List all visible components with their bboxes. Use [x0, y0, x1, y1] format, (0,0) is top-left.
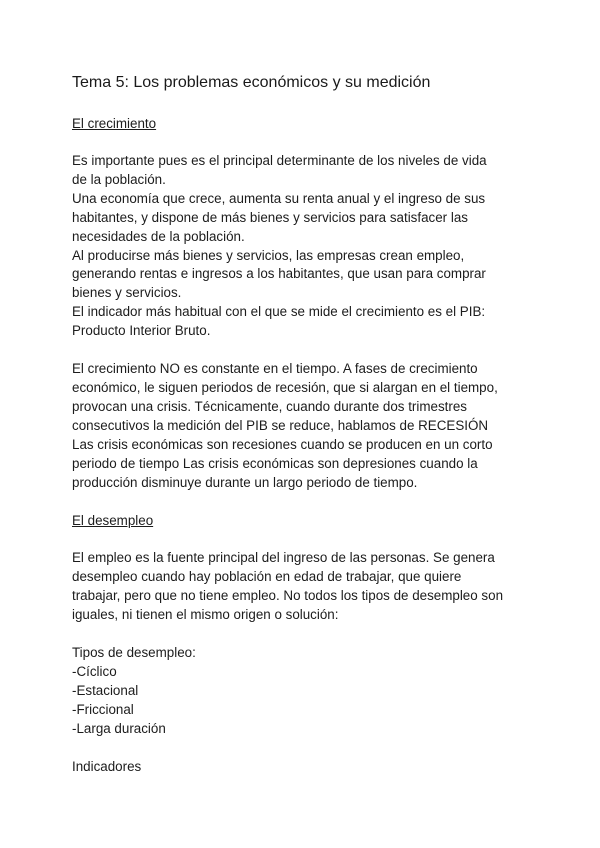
desempleo-paragraph-1: [72, 549, 532, 625]
paragraph-spacer: [72, 739, 532, 758]
text-line: Producto Interior Bruto.: [72, 323, 211, 339]
desempleo-types-label: Tipos de desempleo:: [72, 645, 196, 661]
crecimiento-paragraph-2: [72, 360, 532, 492]
list-item: -Estacional: [72, 682, 139, 698]
list-item: -Friccional: [72, 701, 134, 717]
section-heading-desempleo: El desempleo: [72, 513, 154, 529]
desempleo-types-list: [72, 663, 532, 739]
paragraph-spacer: [72, 341, 532, 360]
text-line: El empleo es la fuente principal del ingreso de las personas. Se genera: [72, 550, 495, 566]
text-line: desempleo cuando hay población en edad de trabajar, que quiere: [72, 569, 462, 585]
list-item: -Larga duración: [72, 720, 166, 736]
text-line: El indicador más habitual con el que se mide el crecimiento es el PIB:: [72, 304, 486, 320]
text-line: bienes y servicios.: [72, 285, 182, 301]
paragraph-spacer: [72, 625, 532, 644]
text-line: producción disminuye durante un largo periodo de tiempo.: [72, 474, 418, 490]
indicadores-label: Indicadores: [72, 758, 142, 774]
text-line: de la población.: [72, 171, 166, 187]
text-line: consecutivos la medición del PIB se reduce, hablamos de RECESIÓN: [72, 417, 489, 433]
text-line: Una economía que crece, aumenta su renta anual y el ingreso de sus: [72, 190, 486, 206]
text-line: trabajar, pero que no tiene empleo. No todos los tipos de desempleo son: [72, 588, 504, 604]
text-line: habitantes, y dispone de más bienes y servicios para satisfacer las: [72, 209, 468, 225]
document-page: [72, 73, 532, 776]
text-line: necesidades de la población.: [72, 228, 245, 244]
document-title: Tema 5: Los problemas económicos y su medición: [72, 74, 431, 91]
text-line: provocan una crisis. Técnicamente, cuando durante dos trimestres: [72, 398, 467, 414]
text-line: económico, le siguen periodos de recesión, que si alargan en el tiempo,: [72, 379, 498, 395]
text-line: Es importante pues es el principal determinante de los niveles de vida: [72, 153, 487, 168]
text-line: periodo de tiempo Las crisis económicas son depresiones cuando la: [72, 455, 478, 471]
text-line: El crecimiento NO es constante en el tiempo. A fases de crecimiento: [72, 361, 478, 377]
text-line: generando rentas e ingresos a los habitantes, que usan para comprar: [72, 266, 486, 282]
text-line: Al producirse más bienes y servicios, las empresas crean empleo,: [72, 247, 465, 263]
text-line: Las crisis económicas son recesiones cuando se producen en un corto: [72, 436, 493, 452]
section-heading-crecimiento: El crecimiento: [72, 116, 157, 131]
list-item: -Cíclico: [72, 663, 117, 679]
paragraph-spacer: [72, 492, 532, 511]
text-line: iguales, ni tienen el mismo origen o solución:: [72, 607, 339, 623]
crecimiento-paragraph-1: [72, 152, 532, 341]
